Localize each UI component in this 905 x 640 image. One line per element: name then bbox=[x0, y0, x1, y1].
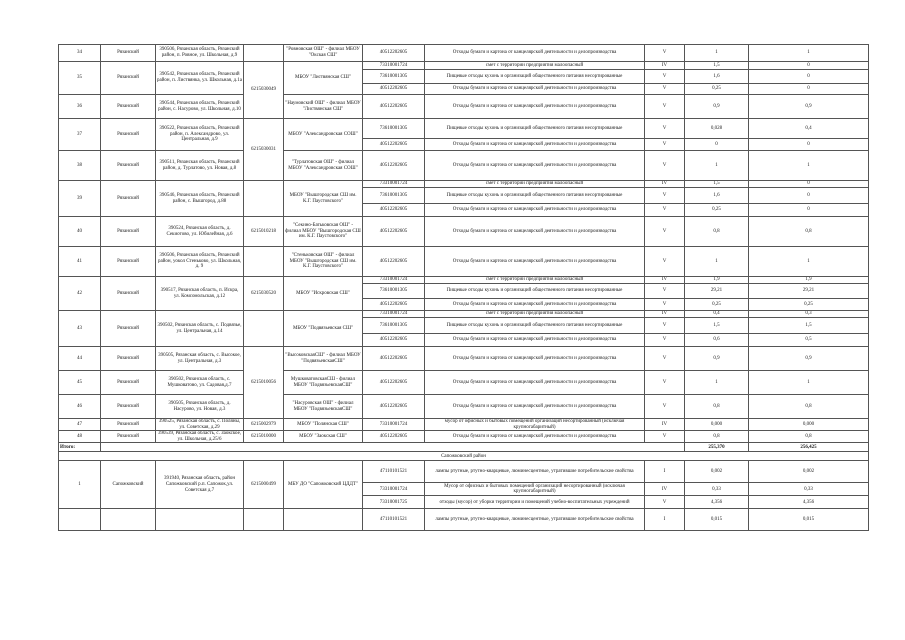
table-row bbox=[59, 151, 869, 181]
waste-name: Отходы бумаги и картона от канцелярской деятельности и делопроизводства bbox=[425, 431, 645, 443]
waste-amount-1: 1,9 bbox=[685, 277, 749, 284]
section-title: Сапожковский район bbox=[59, 452, 869, 461]
address-cell: 390517, Рязанская область, п. Искра, ул. Комсомольская, д.12 bbox=[156, 277, 244, 311]
organization-cell: МБОУ "Подвязьевская СШ" bbox=[284, 311, 363, 347]
inn-cell bbox=[244, 247, 284, 277]
waste-code: 40512202605 bbox=[363, 371, 425, 395]
waste-code: 73310001724 bbox=[363, 483, 425, 496]
waste-amount-2: 0,015 bbox=[749, 509, 869, 531]
waste-amount-1: 0,9 bbox=[685, 347, 749, 371]
district-cell: Рязанский bbox=[101, 119, 156, 151]
totals-amount-2: 256,425 bbox=[749, 443, 869, 452]
row-number: 47 bbox=[59, 419, 101, 431]
hazard-class: V bbox=[645, 204, 685, 217]
empty-cell bbox=[284, 509, 363, 531]
hazard-class: V bbox=[645, 70, 685, 84]
address-cell: 390539, Рязанская область, с. Заокское, ул. Школьная, д.25/6 bbox=[156, 431, 244, 443]
table-row bbox=[59, 119, 869, 139]
waste-amount-1: 1 bbox=[685, 247, 749, 277]
district-cell: Сапожковский bbox=[101, 461, 156, 509]
hazard-class: IV bbox=[645, 181, 685, 188]
empty-cell bbox=[101, 509, 156, 531]
table-row bbox=[59, 461, 869, 483]
organization-cell: МушковатовскаяСШ - филиал МБОУ "ПодвязьевскаяСШ" bbox=[284, 371, 363, 395]
waste-amount-2: 1 bbox=[749, 151, 869, 181]
waste-name: Отходы бумаги и картона от канцелярской деятельности и делопроизводства bbox=[425, 139, 645, 151]
waste-amount-1: 0,000 bbox=[685, 419, 749, 431]
waste-name: Отходы бумаги и картона от канцелярской деятельности и делопроизводства bbox=[425, 217, 645, 247]
waste-amount-1: 1 bbox=[685, 45, 749, 62]
waste-amount-2: 0,8 bbox=[749, 395, 869, 419]
waste-amount-2: 1 bbox=[749, 45, 869, 62]
table-row bbox=[59, 62, 869, 70]
waste-amount-1: 0 bbox=[685, 139, 749, 151]
hazard-class: V bbox=[645, 318, 685, 334]
hazard-class: V bbox=[645, 284, 685, 299]
waste-code: 47110101521 bbox=[363, 461, 425, 483]
address-cell: 391940, Рязанская область, район Сапожковский р.п. Сапожок,ул. Советская д.7 bbox=[156, 461, 244, 509]
waste-name: смет с территории предприятия малоопасный bbox=[425, 311, 645, 318]
waste-amount-1: 1,5 bbox=[685, 318, 749, 334]
waste-amount-2: 1 bbox=[749, 247, 869, 277]
address-cell: 390505, Рязанская область, д. Насурово, ул. Новая, д.3 bbox=[156, 395, 244, 419]
waste-amount-2: 0 bbox=[749, 62, 869, 70]
waste-code: 73310001724 bbox=[363, 181, 425, 188]
waste-code: 73310001724 bbox=[363, 311, 425, 318]
waste-amount-1: 0,6 bbox=[685, 334, 749, 347]
hazard-class: V bbox=[645, 395, 685, 419]
waste-amount-2: 1,5 bbox=[749, 318, 869, 334]
hazard-class: IV bbox=[645, 483, 685, 496]
waste-amount-2: 0,5 bbox=[749, 334, 869, 347]
waste-code: 73310001724 bbox=[363, 419, 425, 431]
row-number: 45 bbox=[59, 371, 101, 395]
waste-code: 40512202605 bbox=[363, 334, 425, 347]
waste-amount-2: 0,000 bbox=[749, 419, 869, 431]
organization-cell: "Ровновская ОШ" - филиал МБОУ "Окская СШ" bbox=[284, 45, 363, 62]
waste-name: Отходы бумаги и картона от канцелярской деятельности и делопроизводства bbox=[425, 334, 645, 347]
address-cell: 390546, Рязанская область, Рязанский район, с. Вышгород, д.88 bbox=[156, 181, 244, 217]
waste-code: 40512202605 bbox=[363, 45, 425, 62]
waste-amount-2: 0,25 bbox=[749, 299, 869, 311]
waste-amount-1: 0,8 bbox=[685, 431, 749, 443]
row-number: 39 bbox=[59, 181, 101, 217]
hazard-class: IV bbox=[645, 419, 685, 431]
address-cell: 390524, Рязанская область, д. Секиотово, ул. Юбилейная, д.6 bbox=[156, 217, 244, 247]
district-cell: Рязанский bbox=[101, 431, 156, 443]
hazard-class: V bbox=[645, 119, 685, 139]
inn-cell: 6215010000 bbox=[244, 431, 284, 443]
waste-code: 40512202605 bbox=[363, 151, 425, 181]
row-number: 34 bbox=[59, 45, 101, 62]
waste-name: Пищевые отходы кухонь и организаций общественного питания несортированные bbox=[425, 119, 645, 139]
address-cell: 390502, Рязанская область, с. Мушковатово, ул. Садовая,д.7 bbox=[156, 371, 244, 395]
waste-amount-1: 0,4 bbox=[685, 311, 749, 318]
waste-code: 47110101521 bbox=[363, 509, 425, 531]
hazard-class: V bbox=[645, 334, 685, 347]
district-cell: Рязанский bbox=[101, 95, 156, 119]
waste-code: 40512202605 bbox=[363, 204, 425, 217]
table-row bbox=[59, 181, 869, 188]
hazard-class: V bbox=[645, 347, 685, 371]
waste-amount-1: 0,25 bbox=[685, 84, 749, 95]
totals-row bbox=[59, 443, 869, 452]
hazard-class: V bbox=[645, 299, 685, 311]
inn-cell: 6215010218 bbox=[244, 217, 284, 247]
waste-name: Отходы бумаги и картона от канцелярской деятельности и делопроизводства bbox=[425, 347, 645, 371]
waste-code: 73610001305 bbox=[363, 70, 425, 84]
waste-name: лампы ртутные, ртутно-кварцевые, люминесцентные, утратившие потребительские свойства bbox=[425, 509, 645, 531]
hazard-class: V bbox=[645, 371, 685, 395]
waste-amount-1: 0,25 bbox=[685, 204, 749, 217]
row-number: 46 bbox=[59, 395, 101, 419]
waste-code: 73610001305 bbox=[363, 119, 425, 139]
waste-amount-1: 29,21 bbox=[685, 284, 749, 299]
address-cell: 390522, Рязанская область, Рязанский район, п. Александрово, ул. Центральная, д.9 bbox=[156, 119, 244, 151]
empty-cell bbox=[59, 509, 101, 531]
waste-amount-2: 0,3 bbox=[749, 311, 869, 318]
waste-code: 40512202605 bbox=[363, 347, 425, 371]
organization-cell: "Стеньковская ОШ" - филиал МБОУ "Вышгородская СШ им. К.Г. Паустовского" bbox=[284, 247, 363, 277]
hazard-class: V bbox=[645, 84, 685, 95]
waste-amount-1: 0,33 bbox=[685, 483, 749, 496]
waste-name: Мусор от офисных и бытовых помещений организаций несортированный (исключая крупногабаритный) bbox=[425, 483, 645, 496]
table-row bbox=[59, 311, 869, 318]
hazard-class: V bbox=[645, 95, 685, 119]
hazard-class: IV bbox=[645, 62, 685, 70]
waste-name: лампы ртутные, ртутно-кварцевые, люминесцентные, утратившие потребительские свойства bbox=[425, 461, 645, 483]
waste-amount-2: 0 bbox=[749, 181, 869, 188]
waste-name: Пищевые отходы кухонь и организаций общественного питания несортированные bbox=[425, 70, 645, 84]
hazard-class: V bbox=[645, 496, 685, 509]
row-number: 36 bbox=[59, 95, 101, 119]
table-row bbox=[59, 95, 869, 119]
empty-cell bbox=[156, 509, 244, 531]
waste-code: 73610001305 bbox=[363, 318, 425, 334]
hazard-class: V bbox=[645, 188, 685, 204]
waste-code: 40512202605 bbox=[363, 247, 425, 277]
table-row bbox=[59, 371, 869, 395]
district-cell: Рязанский bbox=[101, 62, 156, 95]
waste-amount-1: 1 bbox=[685, 151, 749, 181]
table-row bbox=[59, 419, 869, 431]
waste-name: Пищевые отходы кухонь и организаций общественного питания несортированные bbox=[425, 188, 645, 204]
waste-name: смет с территории предприятия малоопасный bbox=[425, 62, 645, 70]
waste-code: 40512202605 bbox=[363, 431, 425, 443]
document-page bbox=[58, 44, 868, 531]
organization-cell: "Наумовский ОШ" - филиал МБОУ "Листвянская СШ" bbox=[284, 95, 363, 119]
table-row bbox=[59, 395, 869, 419]
waste-name: Отходы бумаги и картона от канцелярской деятельности и делопроизводства bbox=[425, 371, 645, 395]
table-row bbox=[59, 509, 869, 531]
empty-cell bbox=[244, 509, 284, 531]
waste-code: 40512202605 bbox=[363, 299, 425, 311]
address-cell: 390525, Рязанская область, с. Поляны, ул. Советская, д.29 bbox=[156, 419, 244, 431]
organization-cell: МБОУ "Полянская СШ" bbox=[284, 419, 363, 431]
address-cell: 390506, Рязанская область, Рязанский район, п. Ровное, ул. Школьная, д.9 bbox=[156, 45, 244, 62]
inn-cell bbox=[244, 181, 284, 217]
waste-amount-2: 0 bbox=[749, 84, 869, 95]
waste-amount-2: 1 bbox=[749, 371, 869, 395]
waste-name: Отходы бумаги и картона от канцелярской деятельности и делопроизводства bbox=[425, 84, 645, 95]
waste-code: 73610001305 bbox=[363, 284, 425, 299]
address-cell: 390502, Рязанская область, с. Подвязье, ул. Центральная, д.14 bbox=[156, 311, 244, 347]
district-cell: Рязанский bbox=[101, 247, 156, 277]
waste-amount-1: 1,6 bbox=[685, 188, 749, 204]
organization-cell: МБУ ДО "Сапожковский ЦДДТ" bbox=[284, 461, 363, 509]
organization-cell: МБОУ "Искровская СШ" bbox=[284, 277, 363, 311]
organization-cell: МБОУ "Александровская СОШ" bbox=[284, 119, 363, 151]
address-cell: 390505, Рязанская область, с. Высокое, ул. Центральная, д.3 bbox=[156, 347, 244, 371]
waste-code: 73310001724 bbox=[363, 277, 425, 284]
organization-cell: МБОУ "Вышгородская СШ им. К.Г. Паустовского" bbox=[284, 181, 363, 217]
hazard-class: IV bbox=[645, 277, 685, 284]
waste-code: 40512202605 bbox=[363, 95, 425, 119]
waste-amount-1: 1 bbox=[685, 371, 749, 395]
address-cell: 390506, Рязанская область, Рязанский район, уокол Стеньково, ул. Школьная, д. 9 bbox=[156, 247, 244, 277]
table-row bbox=[59, 431, 869, 443]
district-cell: Рязанский bbox=[101, 45, 156, 62]
district-cell: Рязанский bbox=[101, 181, 156, 217]
row-number: 35 bbox=[59, 62, 101, 95]
table-row bbox=[59, 247, 869, 277]
district-cell: Рязанский bbox=[101, 347, 156, 371]
address-cell: 390511, Рязанская область, Рязанский район, д. Турлатово, ул. Новая, д.8 bbox=[156, 151, 244, 181]
waste-code: 73610001305 bbox=[363, 188, 425, 204]
waste-amount-2: 0,9 bbox=[749, 347, 869, 371]
waste-amount-2: 0,4 bbox=[749, 119, 869, 139]
waste-amount-2: 0,33 bbox=[749, 483, 869, 496]
waste-table bbox=[58, 44, 869, 531]
organization-cell: "Секино-Батьковская ОШ" - филиал МБОУ "Вышгородская СШ им. К.Г. Паустовского" bbox=[284, 217, 363, 247]
hazard-class: V bbox=[645, 217, 685, 247]
table-row bbox=[59, 347, 869, 371]
waste-amount-2: 0,9 bbox=[749, 95, 869, 119]
inn-cell bbox=[244, 311, 284, 347]
district-cell: Рязанский bbox=[101, 151, 156, 181]
totals-label: Итого: bbox=[59, 443, 101, 452]
waste-amount-2: 0 bbox=[749, 139, 869, 151]
organization-cell: "ВысоковскаяСШ" - филиал МБОУ "ПодвязьевскаяСШ" bbox=[284, 347, 363, 371]
waste-amount-1: 1,5 bbox=[685, 181, 749, 188]
hazard-class: V bbox=[645, 431, 685, 443]
waste-name: Отходы бумаги и картона от канцелярской деятельности и делопроизводства bbox=[425, 204, 645, 217]
waste-amount-2: 0 bbox=[749, 188, 869, 204]
waste-amount-2: 0,8 bbox=[749, 431, 869, 443]
organization-cell: "Турлатовская ОШ" - филиал МБОУ "Александровская СОШ" bbox=[284, 151, 363, 181]
inn-cell: 6215030049 bbox=[244, 62, 284, 119]
waste-name: Отходы бумаги и картона от канцелярской деятельности и делопроизводства bbox=[425, 247, 645, 277]
row-number: 44 bbox=[59, 347, 101, 371]
waste-code: 40512202605 bbox=[363, 139, 425, 151]
district-cell: Рязанский bbox=[101, 217, 156, 247]
hazard-class: V bbox=[645, 45, 685, 62]
row-number: 42 bbox=[59, 277, 101, 311]
inn-cell: 6215002979 bbox=[244, 419, 284, 431]
row-number: 38 bbox=[59, 151, 101, 181]
waste-name: Отходы бумаги и картона от канцелярской деятельности и делопроизводства bbox=[425, 395, 645, 419]
hazard-class: I bbox=[645, 509, 685, 531]
waste-amount-1: 0,002 bbox=[685, 461, 749, 483]
address-cell: 390542, Рязанская область, Рязанский район, п. Листвянка, ул. Школьная, д.1а bbox=[156, 62, 244, 95]
row-number: 41 bbox=[59, 247, 101, 277]
waste-amount-2: 29,21 bbox=[749, 284, 869, 299]
waste-name: Пищевые отходы кухонь и организаций общественного питания несортированные bbox=[425, 318, 645, 334]
waste-name: смет с территории предприятия малоопасный bbox=[425, 277, 645, 284]
waste-name: смет с территории предприятия малоопасный bbox=[425, 181, 645, 188]
waste-amount-2: 1,9 bbox=[749, 277, 869, 284]
waste-name: Отходы бумаги и картона от канцелярской деятельности и делопроизводства bbox=[425, 45, 645, 62]
waste-amount-1: 0,015 bbox=[685, 509, 749, 531]
row-number: 43 bbox=[59, 311, 101, 347]
waste-name: мусор от офисных и бытовых помещений организаций несортированный (исключая крупногабаритный) bbox=[425, 419, 645, 431]
waste-code: 40512202605 bbox=[363, 84, 425, 95]
waste-code: 73310001725 bbox=[363, 496, 425, 509]
table-row bbox=[59, 217, 869, 247]
hazard-class: IV bbox=[645, 311, 685, 318]
hazard-class: V bbox=[645, 247, 685, 277]
district-cell: Рязанский bbox=[101, 419, 156, 431]
waste-amount-1: 0,9 bbox=[685, 95, 749, 119]
inn-cell: 6215030520 bbox=[244, 277, 284, 311]
waste-amount-2: 4,356 bbox=[749, 496, 869, 509]
district-cell: Рязанский bbox=[101, 395, 156, 419]
waste-amount-1: 1,5 bbox=[685, 62, 749, 70]
waste-name: отходы (мусор) от уборки территории и помещений учебно-воспитательных учреждений bbox=[425, 496, 645, 509]
organization-cell: МБОУ "Заокская СШ" bbox=[284, 431, 363, 443]
waste-amount-2: 0 bbox=[749, 204, 869, 217]
waste-code: 40512202605 bbox=[363, 217, 425, 247]
inn-cell: 6215000499 bbox=[244, 461, 284, 509]
district-cell: Рязанский bbox=[101, 371, 156, 395]
district-cell: Рязанский bbox=[101, 311, 156, 347]
waste-amount-1: 0,028 bbox=[685, 119, 749, 139]
waste-amount-2: 0 bbox=[749, 70, 869, 84]
table-row bbox=[59, 45, 869, 62]
inn-cell: 6215030031 bbox=[244, 119, 284, 181]
inn-cell bbox=[244, 45, 284, 62]
district-cell: Рязанский bbox=[101, 277, 156, 311]
inn-cell: 6215010056 bbox=[244, 347, 284, 419]
totals-amount-1: 255,370 bbox=[685, 443, 749, 452]
row-number: 40 bbox=[59, 217, 101, 247]
table-row bbox=[59, 277, 869, 284]
row-number: 37 bbox=[59, 119, 101, 151]
hazard-class: I bbox=[645, 461, 685, 483]
waste-name: Отходы бумаги и картона от канцелярской деятельности и делопроизводства bbox=[425, 151, 645, 181]
waste-name: Отходы бумаги и картона от канцелярской деятельности и делопроизводства bbox=[425, 95, 645, 119]
waste-code: 40512202605 bbox=[363, 395, 425, 419]
organization-cell: "Насуровская ОШ" - филиал МБОУ "ПодвязьевскаяСШ" bbox=[284, 395, 363, 419]
organization-cell: МБОУ "Листвянская СШ" bbox=[284, 62, 363, 95]
hazard-class: V bbox=[645, 139, 685, 151]
waste-amount-1: 0,8 bbox=[685, 217, 749, 247]
address-cell: 390544, Рязанская область, Рязанский район, с. Насурово, ул. Школьная, д.10 bbox=[156, 95, 244, 119]
totals-spacer bbox=[101, 443, 685, 452]
waste-amount-1: 0,25 bbox=[685, 299, 749, 311]
row-number: 1 bbox=[59, 461, 101, 509]
waste-name: Отходы бумаги и картона от канцелярской деятельности и делопроизводства bbox=[425, 299, 645, 311]
row-number: 48 bbox=[59, 431, 101, 443]
waste-name: Пищевые отходы кухонь и организаций общественного питания несортированные bbox=[425, 284, 645, 299]
section-row bbox=[59, 452, 869, 461]
waste-amount-1: 0,8 bbox=[685, 395, 749, 419]
hazard-class: V bbox=[645, 151, 685, 181]
waste-amount-2: 0,002 bbox=[749, 461, 869, 483]
waste-amount-1: 1,6 bbox=[685, 70, 749, 84]
waste-amount-1: 4,356 bbox=[685, 496, 749, 509]
waste-amount-2: 0,8 bbox=[749, 217, 869, 247]
waste-code: 73310001724 bbox=[363, 62, 425, 70]
